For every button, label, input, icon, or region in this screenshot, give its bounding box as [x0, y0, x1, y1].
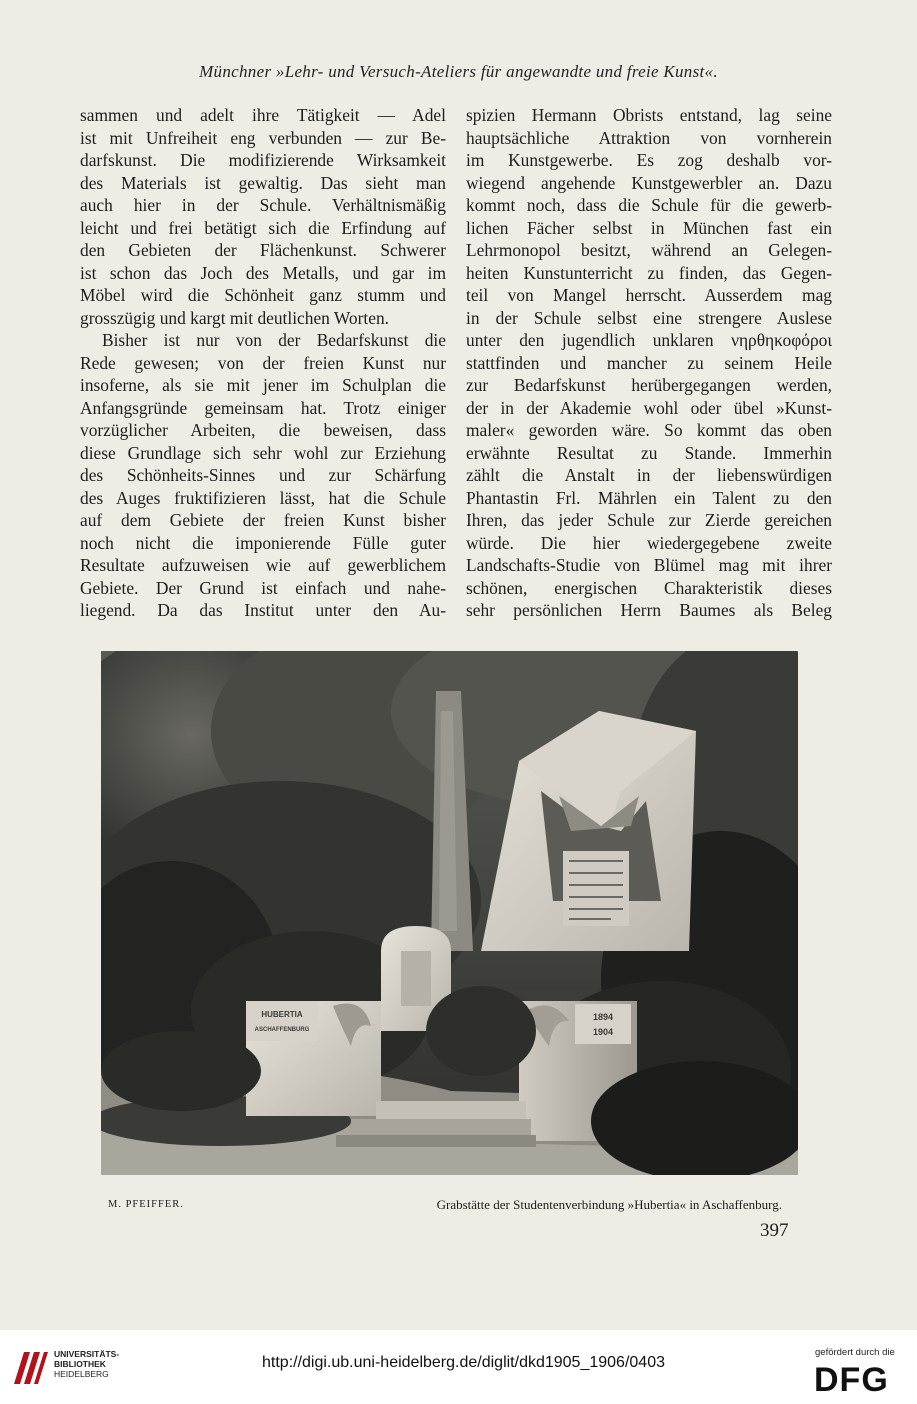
text-line: grosszügig und kargt mit deutlichen Worten. [80, 307, 390, 328]
page-number: 397 [760, 1220, 789, 1241]
text-line: Resultate aufzuweisen wie auf gewerblichem [80, 555, 446, 575]
text-line: den Gebieten der Flächenkunst. Schwerer [80, 240, 446, 260]
university-library-logo-icon [10, 1346, 50, 1388]
running-title: Münchner »Lehr- und Versuch-Ateliers für angewandte und freie Kunst«. [199, 62, 718, 81]
text-line: zählt die Anstalt in der liebenswürdigen [466, 465, 832, 485]
text-line: ist schon das Joch des Metalls, und gar im [80, 262, 446, 283]
inscription-year-end: 1904 [592, 1027, 614, 1037]
text-line: liegend. Da das Institut unter den Au- [80, 600, 446, 620]
funded-by-label: gefördert durch die [815, 1347, 895, 1358]
text-line: sehr persönlichen Herrn Baumes als Beleg [466, 600, 832, 620]
text-line: auch hier in der Schule. Verhältnismäßig [80, 195, 446, 215]
text-line: auf dem Gebiete der freien Kunst bisher [80, 510, 446, 530]
text-column-right [466, 104, 832, 622]
text-line: sammen und adelt ihre Tätigkeit — Adel [80, 105, 446, 125]
text-line: Rede gewesen; von der freien Kunst nur [80, 352, 446, 373]
library-line: BIBLIOTHEK [54, 1359, 106, 1369]
library-line: UNIVERSITÄTS- [54, 1349, 120, 1359]
text-line: Phantastin Frl. Mährlen ein Talent zu den [466, 487, 832, 508]
text-line: in der Schule selbst eine strengere Auslese [466, 307, 832, 328]
inscription-year-start: 1894 [592, 1012, 614, 1022]
text-line: lichen Fächer selbst in München fast ein [466, 217, 832, 238]
text-line: leicht und frei betätigt sich die Erfindung auf [80, 217, 446, 238]
text-line: Ihren, das jeder Schule zur Zierde gereichen [466, 510, 832, 530]
inscription-hubertia: HUBERTIA [261, 1010, 303, 1019]
text-line: heiten Kunstunterricht zu finden, das Gegen- [466, 262, 832, 283]
university-library-name [54, 1349, 119, 1379]
text-line: ist mit Unfreiheit eng verbunden — zur Be- [80, 127, 446, 148]
text-line: hauptsächliche Attraktion von vornherein [466, 127, 832, 148]
text-line: erwähnte Resultat zu Stande. Immerhin [466, 442, 832, 463]
digital-source-link[interactable]: http://digi.ub.uni-heidelberg.de/diglit/dkd1905_1906/0403 [262, 1354, 665, 1371]
text-line: diese Grundlage sich sehr wohl zur Erziehung [80, 442, 446, 463]
text-line: Bisher ist nur von der Bedarfskunst die [102, 330, 446, 350]
text-line: des Schönheits-Sinnes und zur Schärfung [80, 465, 446, 485]
text-line: schönen, energischen Charakteristik dieses [466, 577, 832, 598]
text-line: der in der Akademie wohl oder übel »Kunst- [466, 397, 832, 418]
text-line: Landschafts-Studie von Blümel mag mit ihrer [466, 555, 832, 575]
text-line: vorzüglicher Arbeiten, die beweisen, dass [80, 420, 446, 440]
text-line: würde. Die hier wiedergegebene zweite [466, 532, 832, 553]
text-line: darfskunst. Die modifizierende Wirksamkeit [80, 150, 446, 170]
text-line: Lehrmonopol besitzt, während an Gelegen- [466, 240, 832, 260]
text-line: Möbel wird die Schönheit ganz stumm und [80, 285, 446, 305]
photo-illustration [101, 651, 798, 1175]
grave-monument-photo [101, 651, 798, 1175]
inscription-aschaffenburg: ASCHAFFENBURG [254, 1027, 310, 1033]
text-line: insoferne, als sie mit jener im Schulplan die [80, 375, 446, 395]
text-line: stattfinden und mancher zu seinem Heile [466, 352, 832, 373]
text-line: im Kunstgewerbe. Es zog deshalb vor- [466, 150, 832, 170]
text-column-left [80, 104, 446, 622]
text-line: Anfangsgründe gemeinsam hat. Trotz einiger [80, 397, 446, 418]
dfg-logo: DFG [814, 1361, 889, 1399]
text-line: wiegend angehende Kunstgewerbler an. Dazu [466, 172, 832, 193]
text-line: maler« geworden wäre. So kommt das oben [466, 420, 832, 440]
figure-artist-credit: M. PFEIFFER. [108, 1199, 184, 1210]
text-line: Gebiete. Der Grund ist einfach und nahe- [80, 577, 446, 598]
text-line: des Materials ist gewaltig. Das sieht man [80, 172, 446, 193]
text-line: zur Bedarfskunst herübergegangen werden, [466, 375, 832, 395]
library-line: HEIDELBERG [54, 1369, 109, 1379]
text-line: kommt noch, dass die Schule für die gewerb- [466, 195, 832, 215]
text-line: teil von Mangel herrscht. Ausserdem mag [466, 285, 832, 305]
figure-caption: Grabstätte der Studentenverbindung »Hubertia« in Aschaffenburg. [436, 1197, 782, 1212]
text-line: unter den jugendlich unklaren νηρθηκοφόροι [466, 330, 832, 350]
text-line: noch nicht die imponierende Fülle guter [80, 532, 446, 553]
text-line: spizien Hermann Obrists entstand, lag seine [466, 105, 832, 125]
digitization-footer [0, 1330, 917, 1404]
text-line: des Auges fruktifizieren lässt, hat die Schule [80, 487, 446, 508]
